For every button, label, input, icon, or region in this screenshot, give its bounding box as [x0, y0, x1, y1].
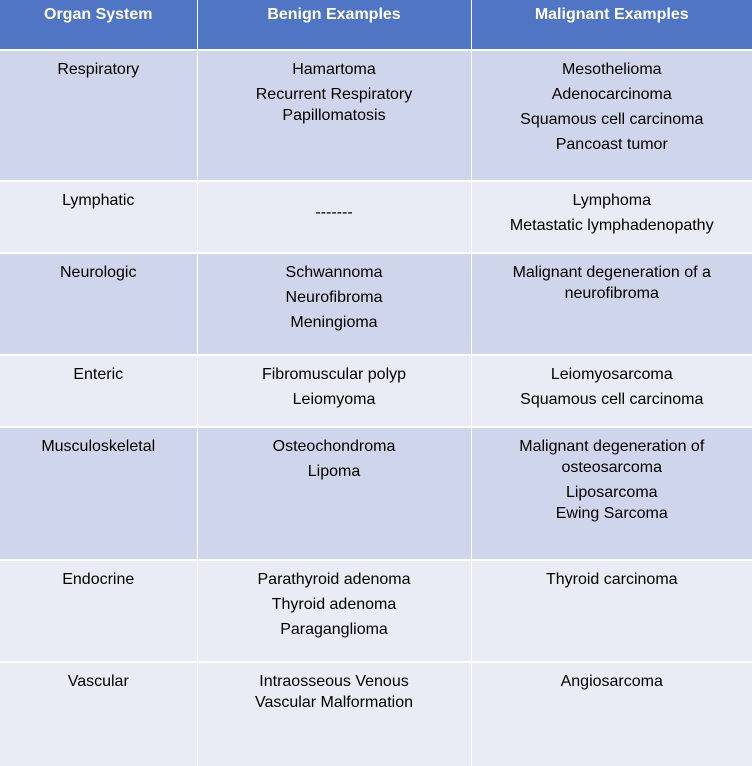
benign-item: Thyroid adenoma: [271, 596, 397, 613]
malignant-cell: [471, 181, 752, 253]
benign-cell: [197, 355, 471, 427]
benign-item: Intraosseous Venous Vascular Malformation: [255, 673, 413, 711]
benign-item: Schwannoma: [285, 264, 383, 281]
benign-item: Osteochondroma: [272, 438, 396, 455]
organ-label: Lymphatic: [62, 192, 135, 209]
malignant-item: Metastatic lymphadenopathy: [509, 217, 714, 234]
malignant-item: Squamous cell carcinoma: [520, 391, 704, 408]
organ-cell: [0, 253, 197, 355]
table-row: [0, 181, 752, 253]
malignant-cell: [471, 560, 752, 662]
benign-item: Parathyroid adenoma: [257, 571, 411, 588]
benign-cell: [197, 253, 471, 355]
header-row: [0, 0, 752, 50]
organ-cell: [0, 662, 197, 766]
table-row: [0, 355, 752, 427]
malignant-item: Malignant degeneration of osteosarcoma: [519, 438, 705, 476]
malignant-item: Thyroid carcinoma: [545, 571, 678, 588]
malignant-cell: [471, 253, 752, 355]
malignant-cell: [471, 427, 752, 560]
malignant-item: Leiomyosarcoma: [550, 366, 673, 383]
organ-label: Vascular: [67, 673, 129, 690]
header-malignant-examples: Malignant Examples: [471, 0, 752, 50]
benign-item: Leiomyoma: [292, 391, 376, 408]
benign-item: Hamartoma: [292, 61, 376, 78]
malignant-cell: [471, 662, 752, 766]
malignant-cell: [471, 355, 752, 427]
malignant-item: Lymphoma: [572, 192, 652, 209]
table-body: [0, 50, 752, 766]
malignant-item: Squamous cell carcinoma: [520, 111, 704, 128]
table-row: [0, 427, 752, 560]
malignant-item: Adenocarcinoma: [551, 86, 672, 103]
benign-item: Meningioma: [290, 314, 378, 331]
organ-label: Neurologic: [60, 264, 137, 281]
benign-cell: [197, 50, 471, 181]
benign-item: Recurrent Respiratory Papillomatosis: [255, 86, 413, 124]
benign-item: -------: [315, 204, 353, 221]
organ-label: Respiratory: [57, 61, 140, 78]
table-row: [0, 560, 752, 662]
table-row: [0, 50, 752, 181]
malignant-item: Liposarcoma: [565, 484, 658, 501]
organ-label: Enteric: [73, 366, 124, 383]
organ-cell: [0, 427, 197, 560]
table-row: [0, 253, 752, 355]
benign-item: Lipoma: [307, 463, 361, 480]
header-benign-examples: Benign Examples: [197, 0, 471, 50]
organ-label: Musculoskeletal: [41, 438, 156, 455]
benign-cell: [197, 181, 471, 253]
header-organ-system: Organ System: [0, 0, 197, 50]
malignant-item: Pancoast tumor: [555, 136, 668, 153]
malignant-item: Mesothelioma: [561, 61, 662, 78]
organ-cell: [0, 181, 197, 253]
benign-item: Fibromuscular polyp: [261, 366, 407, 383]
benign-item: Neurofibroma: [285, 289, 383, 306]
organ-label: Endocrine: [62, 571, 135, 588]
organ-cell: [0, 50, 197, 181]
benign-cell: [197, 662, 471, 766]
malignant-cell: [471, 50, 752, 181]
benign-cell: [197, 560, 471, 662]
organ-cell: [0, 355, 197, 427]
table-row: [0, 662, 752, 766]
benign-item: Paraganglioma: [280, 621, 388, 638]
benign-cell: [197, 427, 471, 560]
organ-cell: [0, 560, 197, 662]
malignant-item: Angiosarcoma: [560, 673, 663, 690]
malignant-item: Malignant degeneration of a neurofibroma: [512, 264, 711, 302]
malignant-item: Ewing Sarcoma: [555, 505, 668, 522]
